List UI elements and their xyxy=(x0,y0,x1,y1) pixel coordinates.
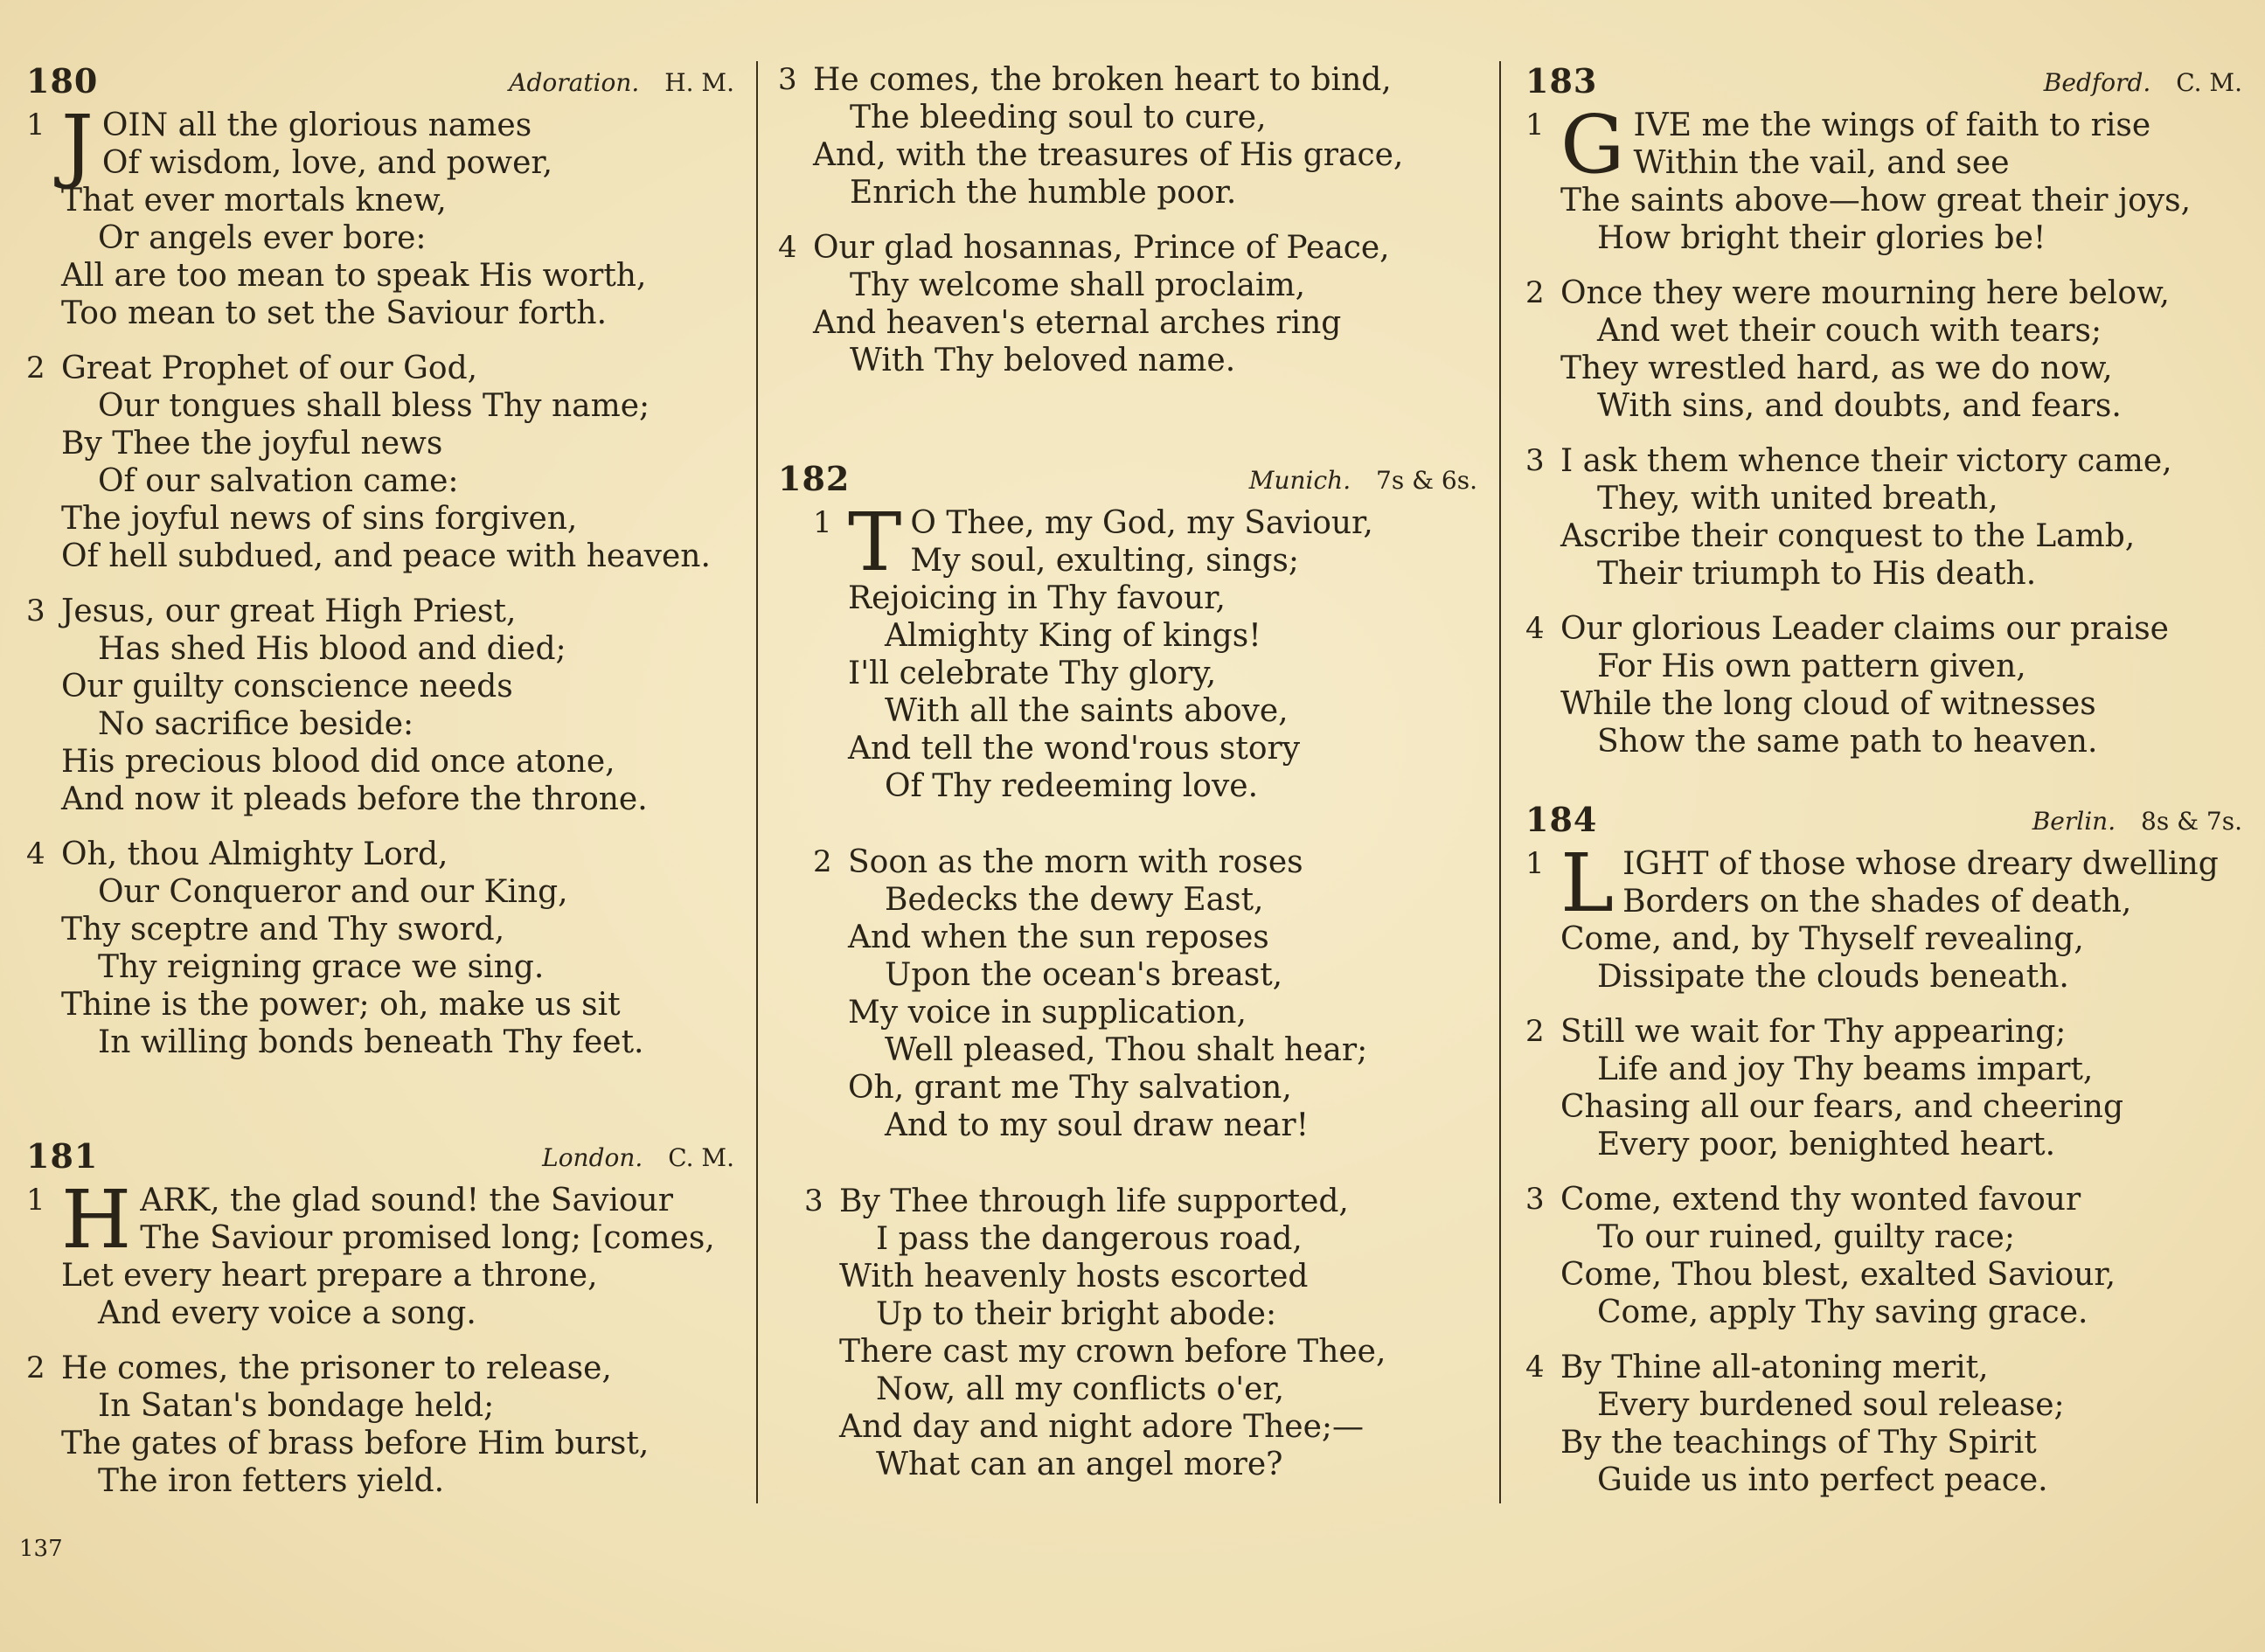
verse-line: And every voice a song. xyxy=(98,1295,476,1331)
hymn-181-continued xyxy=(778,61,1477,397)
verse-line: Great Prophet of our God, xyxy=(61,351,478,386)
verse-number: 4 xyxy=(778,230,797,265)
meter: C. M. xyxy=(668,1143,734,1172)
verse-line: I ask them whence their victory came, xyxy=(1560,443,2172,479)
hymn-number: 180 xyxy=(26,61,99,101)
verse-line: For His own pattern given, xyxy=(1597,649,2026,684)
verse xyxy=(26,836,734,1061)
verse-line: With all the saints above, xyxy=(885,693,1289,729)
verse-line: Let every heart prepare a throne, xyxy=(61,1258,598,1294)
verse-number: 4 xyxy=(1525,611,1545,646)
verse-line: Within the vail, and see xyxy=(1633,145,2010,181)
verse-line: Our Conqueror and our King, xyxy=(98,874,568,910)
verse-line: And when the sun reposes xyxy=(848,920,1269,955)
verse-line: To our ruined, guilty race; xyxy=(1597,1219,2015,1255)
verse-line: Their triumph to His death. xyxy=(1597,556,2037,592)
verse-line: And day and night adore Thee;— xyxy=(839,1409,1365,1445)
verse-line: Of hell subdued, and peace with heaven. xyxy=(61,538,711,574)
drop-cap: J xyxy=(61,98,94,191)
verse-line: There cast my crown before Thee, xyxy=(839,1334,1386,1370)
verse-line: Oh, grant me Thy salvation, xyxy=(848,1070,1292,1106)
hymn-number: 182 xyxy=(778,459,851,498)
verse-line: The Saviour promised long; [comes, xyxy=(140,1220,715,1256)
hymn-number: 181 xyxy=(26,1136,99,1176)
verse-number: 1 xyxy=(813,505,832,540)
hymn-header xyxy=(26,61,734,107)
verse-line: Well pleased, Thou shalt hear; xyxy=(885,1032,1368,1068)
verse-number: 3 xyxy=(1525,1182,1545,1217)
verse-line: All are too mean to speak His worth, xyxy=(61,258,647,294)
verse-line: The gates of brass before Him burst, xyxy=(61,1426,650,1461)
verse-line: IVE me the wings of faith to rise xyxy=(1633,108,2151,143)
verse-line: Thy reigning grace we sing. xyxy=(98,949,545,985)
tune-name: Bedford. xyxy=(2043,68,2151,97)
verse xyxy=(1525,1013,2242,1163)
column-rule xyxy=(1499,61,1501,1503)
verse-number: 3 xyxy=(804,1183,823,1218)
verse-line: IGHT of those whose dreary dwelling xyxy=(1622,846,2219,882)
verse-line: Thy sceptre and Thy sword, xyxy=(61,912,505,947)
verse-line: And tell the wond'rous story xyxy=(848,731,1301,767)
verse-number: 1 xyxy=(26,1183,45,1218)
verse-number: 3 xyxy=(26,593,45,628)
verse-number: 3 xyxy=(778,62,797,97)
verse-line: He comes, the broken heart to bind, xyxy=(813,62,1392,98)
verse-number: 2 xyxy=(1525,275,1545,310)
meter: C. M. xyxy=(2176,68,2242,97)
verse-line: Bedecks the dewy East, xyxy=(885,882,1264,918)
verse-line: He comes, the prisoner to release, xyxy=(61,1350,612,1386)
verse-line: Come, apply Thy saving grace. xyxy=(1597,1295,2088,1330)
hymn-header xyxy=(1525,800,2242,845)
verse-line: Our guilty conscience needs xyxy=(61,669,513,705)
verse-line: And now it pleads before the throne. xyxy=(61,781,648,817)
verse-line: And heaven's eternal arches ring xyxy=(813,305,1342,341)
tune-name: Adoration. xyxy=(509,68,640,97)
drop-cap: T xyxy=(848,496,902,589)
verse-line: What can an angel more? xyxy=(876,1447,1283,1482)
verse-line: With sins, and doubts, and fears. xyxy=(1597,388,2122,424)
verse-line: And to my soul draw near! xyxy=(885,1107,1310,1143)
hymn-number: 183 xyxy=(1525,61,1598,101)
verse-line: I'll celebrate Thy glory, xyxy=(848,656,1217,691)
hymn-181 xyxy=(26,1136,734,1517)
verse-line: Enrich the humble poor. xyxy=(850,175,1237,211)
verse-line: Our tongues shall bless Thy name; xyxy=(98,388,650,424)
verse xyxy=(813,843,1477,1144)
verse-line: His precious blood did once atone, xyxy=(61,744,615,780)
verse-line: Almighty King of kings! xyxy=(885,618,1261,654)
hymn-182 xyxy=(778,459,1477,1501)
verse-number: 1 xyxy=(1525,846,1545,881)
verse-line: My soul, exulting, sings; xyxy=(910,543,1299,579)
tune-name: Munich. xyxy=(1248,466,1351,495)
verse-line: Now, all my conflicts o'er, xyxy=(876,1371,1285,1407)
meter: 7s & 6s. xyxy=(1376,466,1477,495)
page-number: 137 xyxy=(19,1536,63,1562)
verse xyxy=(26,1173,734,1332)
verse-line: In willing bonds beneath Thy feet. xyxy=(98,1024,644,1060)
verse-line: The joyful news of sins forgiven, xyxy=(61,501,578,537)
drop-cap: L xyxy=(1560,836,1615,930)
verse xyxy=(813,496,1477,805)
verse xyxy=(1525,274,2242,425)
verse-line: Once they were mourning here below, xyxy=(1560,275,2170,311)
verse-line: Guide us into perfect peace. xyxy=(1597,1462,2048,1498)
verse-line: Thy welcome shall proclaim, xyxy=(850,267,1306,303)
hymn-meta xyxy=(1249,466,1477,495)
verse-line: And wet their couch with tears; xyxy=(1597,313,2102,349)
drop-cap: H xyxy=(61,1173,132,1267)
verse-line: Soon as the morn with roses xyxy=(848,844,1303,880)
hymn-header xyxy=(1525,61,2242,107)
verse-line: Too mean to set the Saviour forth. xyxy=(61,295,608,331)
verse-number: 1 xyxy=(26,108,45,142)
verse-line: O Thee, my God, my Saviour, xyxy=(910,505,1373,541)
hymn-meta xyxy=(509,68,734,97)
verse-number: 1 xyxy=(1525,108,1545,142)
verse-line: They, with united breath, xyxy=(1597,481,1998,517)
column-rule xyxy=(756,61,758,1503)
verse-line: And, with the treasures of His grace, xyxy=(813,137,1404,173)
verse-line: Come, Thou blest, exalted Saviour, xyxy=(1560,1257,2116,1293)
verse xyxy=(1525,1349,2242,1499)
verse-line: Our glorious Leader claims our praise xyxy=(1560,611,2169,647)
verse-line: Thine is the power; oh, make us sit xyxy=(61,987,621,1023)
verse-line: I pass the dangerous road, xyxy=(876,1221,1303,1257)
verse-line: By Thine all-atoning merit, xyxy=(1560,1350,1989,1385)
verse xyxy=(778,61,1477,212)
verse-line: Life and joy Thy beams impart, xyxy=(1597,1052,2094,1087)
verse-line: Show the same path to heaven. xyxy=(1597,724,2098,760)
meter: 8s & 7s. xyxy=(2141,807,2242,836)
verse xyxy=(778,229,1477,379)
verse-line: ARK, the glad sound! the Saviour xyxy=(140,1183,673,1218)
verse-line: Of Thy redeeming love. xyxy=(885,768,1259,804)
verse-number: 2 xyxy=(1525,1014,1545,1049)
verse-number: 4 xyxy=(26,836,45,871)
verse xyxy=(804,1183,1477,1483)
verse-line: No sacrifice beside: xyxy=(98,706,414,742)
verse-line: Up to their bright abode: xyxy=(876,1296,1277,1332)
verse-line: Rejoicing in Thy favour, xyxy=(848,580,1226,616)
verse-number: 2 xyxy=(26,351,45,385)
hymn-184 xyxy=(1525,800,2242,1517)
verse-line: The iron fetters yield. xyxy=(98,1463,445,1499)
verse xyxy=(26,593,734,818)
hymn-meta xyxy=(2032,807,2242,836)
verse-line: They wrestled hard, as we do now, xyxy=(1560,351,2113,386)
tune-name: London. xyxy=(542,1143,643,1172)
verse-line: Of our salvation came: xyxy=(98,463,459,499)
verse-line: Every burdened soul release; xyxy=(1597,1387,2065,1423)
verse xyxy=(1525,610,2242,760)
verse-line: OIN all the glorious names xyxy=(101,108,532,143)
verse-line: Upon the ocean's breast, xyxy=(885,957,1283,993)
verse xyxy=(1525,1181,2242,1331)
tune-name: Berlin. xyxy=(2032,807,2116,836)
verse-line: Jesus, our great High Priest, xyxy=(61,593,517,629)
verse-number: 2 xyxy=(26,1350,45,1385)
drop-cap: G xyxy=(1560,98,1625,191)
verse-line: With Thy beloved name. xyxy=(850,343,1236,378)
verse-line: Oh, thou Almighty Lord, xyxy=(61,836,448,872)
verse-line: While the long cloud of witnesses xyxy=(1560,686,2096,722)
verse-line: By the teachings of Thy Spirit xyxy=(1560,1425,2037,1461)
verse xyxy=(1525,836,2242,996)
hymn-meta xyxy=(2044,68,2242,97)
verse-line: Of wisdom, love, and power, xyxy=(101,145,553,181)
verse-line: Ascribe their conquest to the Lamb, xyxy=(1560,518,2136,554)
verse-line: Chasing all our fears, and cheering xyxy=(1560,1089,2124,1125)
hymn-183 xyxy=(1525,61,2242,778)
verse-number: 3 xyxy=(1525,443,1545,478)
verse-line: Or angels ever bore: xyxy=(98,220,427,256)
verse-line: Every poor, benighted heart. xyxy=(1597,1127,2056,1163)
hymn-number: 184 xyxy=(1525,800,1598,839)
verse-line: With heavenly hosts escorted xyxy=(839,1259,1309,1295)
verse xyxy=(26,1350,734,1500)
verse-line: Borders on the shades of death, xyxy=(1622,884,2132,920)
verse-line: That ever mortals knew, xyxy=(61,183,447,219)
verse xyxy=(26,98,734,332)
verse-line: How bright their glories be! xyxy=(1597,220,2046,256)
verse-number: 4 xyxy=(1525,1350,1545,1385)
hymn-meta xyxy=(542,1143,734,1172)
verse-line: By Thee the joyful news xyxy=(61,426,443,462)
verse-line: Come, extend thy wonted favour xyxy=(1560,1182,2081,1218)
verse-line: My voice in supplication, xyxy=(848,995,1247,1031)
verse-line: Come, and, by Thyself revealing, xyxy=(1560,921,2084,957)
verse-line: Our glad hosannas, Prince of Peace, xyxy=(813,230,1390,266)
verse-line: By Thee through life supported, xyxy=(839,1183,1349,1219)
hymn-180 xyxy=(26,61,734,1079)
verse xyxy=(1525,442,2242,593)
verse-line: Still we wait for Thy appearing; xyxy=(1560,1014,2067,1050)
verse xyxy=(1525,98,2242,257)
verse xyxy=(26,350,734,575)
meter: H. M. xyxy=(664,68,734,97)
verse-line: In Satan's bondage held; xyxy=(98,1388,495,1424)
verse-line: The bleeding soul to cure, xyxy=(850,100,1267,135)
verse-line: Has shed His blood and died; xyxy=(98,631,566,667)
verse-number: 2 xyxy=(813,844,832,879)
hymn-header xyxy=(26,1136,734,1182)
verse-line: Dissipate the clouds beneath. xyxy=(1597,959,2069,995)
verse-line: The saints above—how great their joys, xyxy=(1560,183,2192,219)
